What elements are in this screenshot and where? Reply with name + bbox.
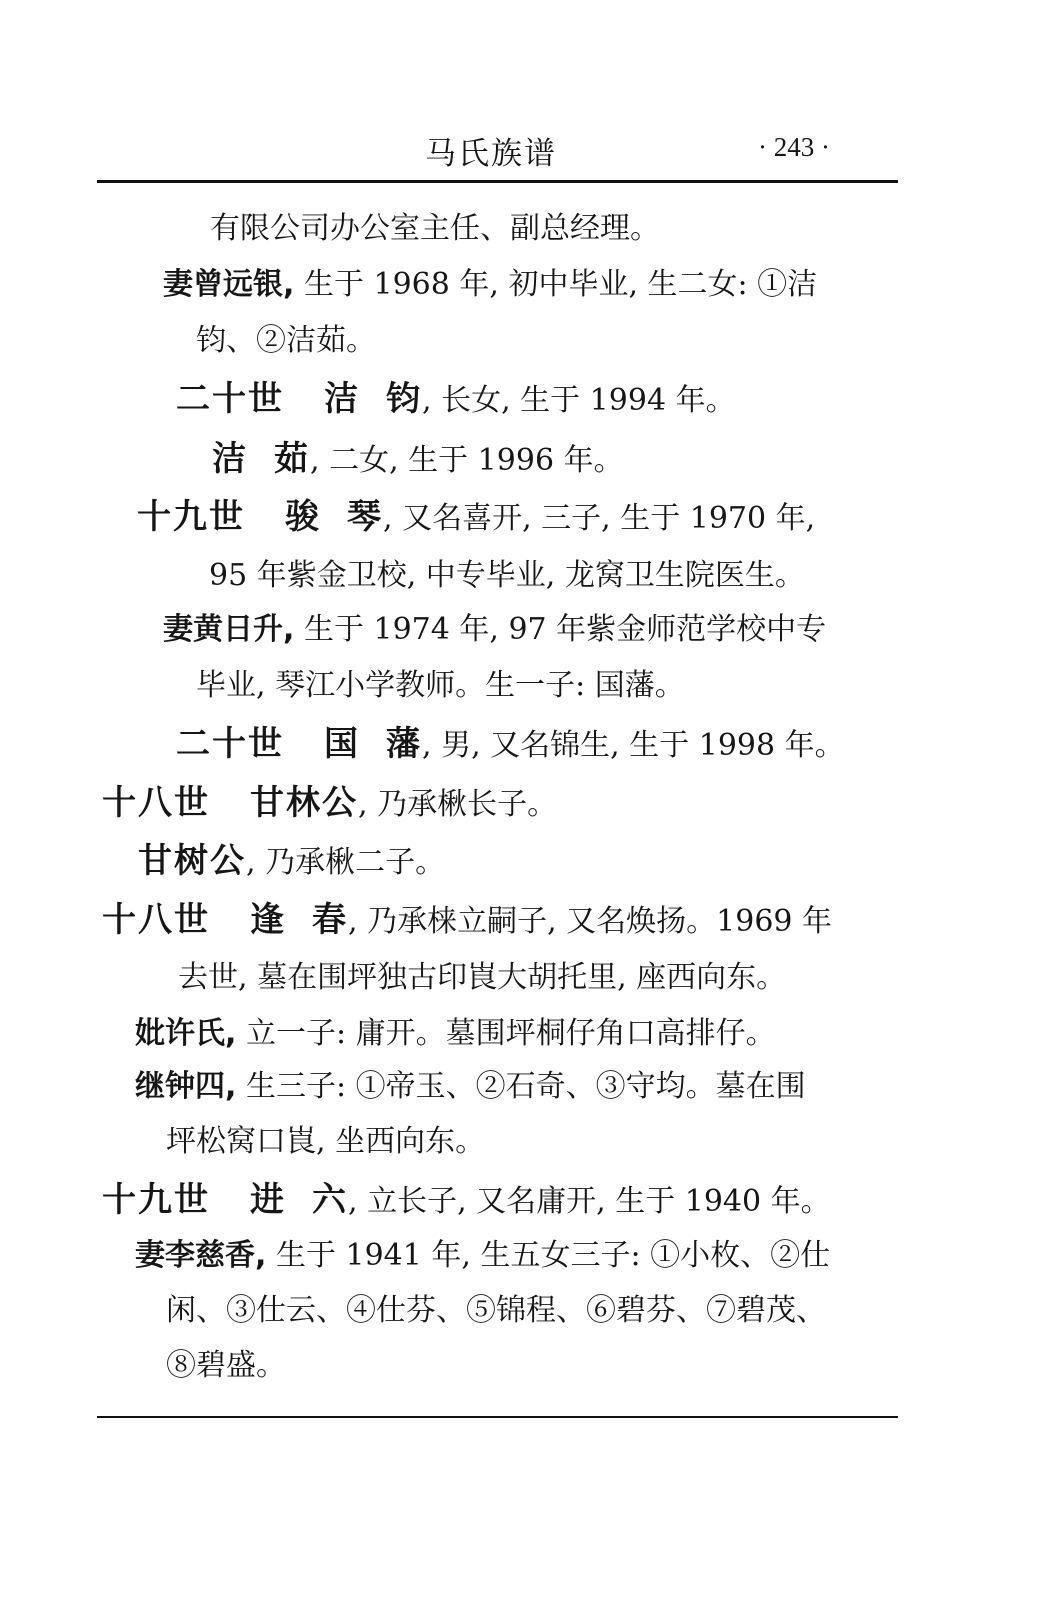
entry-text: , 乃承楸长子。 [358, 787, 558, 822]
person-name-char: 国 [324, 724, 360, 764]
spouse-name: 继钟四, [135, 1069, 237, 1104]
entry-text: 生三子: ①帝玉、②石奇、③守均。墓在围 [245, 1069, 806, 1104]
text-line-9: 毕业, 琴江小学教师。生一子: 国藩。 [196, 668, 685, 703]
person-name-char: 茹 [274, 439, 310, 479]
text-line-20: 闲、③仕云、④仕芬、⑤锦程、⑥碧芬、⑦碧茂、 [166, 1293, 826, 1328]
person-name-char: 逢 [250, 900, 286, 940]
spouse-name: 妻李慈香, [135, 1238, 267, 1273]
footer-rule [97, 1416, 898, 1418]
text-line-4 [176, 379, 736, 421]
text-line-13 [102, 900, 832, 942]
text-line-8 [163, 610, 826, 650]
person-name-char: 春 [312, 900, 348, 940]
person-name-char: 琴 [347, 497, 383, 537]
entry-text: , 男, 又名锦生, 生于 1998 年。 [422, 728, 845, 763]
spouse-name: 妻黄日升, [163, 612, 295, 647]
text-line-17: 坪松窝口崀, 坐西向东。 [166, 1124, 486, 1159]
text-line-1: 有限公司办公室主任、副总经理。 [210, 211, 660, 246]
person-name: 甘树公 [138, 841, 246, 881]
text-line-6 [137, 497, 815, 539]
text-line-21: ⑧碧盛。 [166, 1348, 286, 1383]
person-name: 甘林公 [250, 783, 358, 823]
text-line-11 [102, 783, 557, 825]
text-line-5 [212, 439, 624, 481]
generation-label: 十八世 [102, 900, 210, 940]
entry-text: 立一子: 庸开。墓围坪桐仔角口高排仔。 [245, 1016, 776, 1051]
text-line-2 [163, 265, 817, 305]
entry-text: , 乃承楸二子。 [246, 845, 446, 880]
generation-label: 二十世 [176, 379, 284, 419]
entry-text: , 立长子, 又名庸开, 生于 1940 年。 [348, 1184, 831, 1219]
generation-label: 二十世 [176, 724, 284, 764]
entry-text: , 长女, 生于 1994 年。 [422, 383, 736, 418]
spouse-name: 妻曾远银, [163, 267, 295, 302]
person-name-char: 洁 [324, 379, 360, 419]
text-line-3: 钧、②洁茹。 [196, 323, 376, 358]
text-line-18 [102, 1180, 831, 1222]
person-name-char: 进 [250, 1180, 286, 1220]
entry-text: , 又名喜开, 三子, 生于 1970 年, [383, 501, 816, 536]
text-line-15 [135, 1014, 776, 1054]
generation-label: 十九世 [137, 497, 245, 537]
text-line-16 [135, 1067, 806, 1107]
spouse-name: 妣许氏, [135, 1016, 237, 1051]
generation-label: 十九世 [102, 1180, 210, 1220]
person-name-char: 六 [312, 1180, 348, 1220]
person-name-char: 钧 [386, 379, 422, 419]
generation-label: 十八世 [102, 783, 210, 823]
text-line-19 [135, 1236, 830, 1276]
page-number: · 243 · [758, 132, 830, 162]
person-name-char: 洁 [212, 439, 248, 479]
text-line-7: 95 年紫金卫校, 中专毕业, 龙窝卫生院医生。 [209, 558, 805, 593]
entry-text: 生于 1974 年, 97 年紫金师范学校中专 [303, 612, 827, 647]
running-header-title: 马氏族谱 [425, 136, 557, 172]
text-line-10 [176, 724, 845, 766]
person-name-char: 藩 [386, 724, 422, 764]
entry-text: , 乃承梾立嗣子, 又名焕扬。1969 年 [348, 904, 833, 939]
text-line-12 [138, 841, 445, 883]
entry-text: 生于 1941 年, 生五女三子: ①小枚、②仕 [275, 1238, 831, 1273]
person-name-char: 骏 [285, 497, 321, 537]
entry-text: 生于 1968 年, 初中毕业, 生二女: ①洁 [303, 267, 818, 302]
text-line-14: 去世, 墓在围坪独古印崀大胡托里, 座西向东。 [178, 960, 787, 995]
entry-text: , 二女, 生于 1996 年。 [310, 443, 624, 478]
header-rule [97, 180, 898, 183]
